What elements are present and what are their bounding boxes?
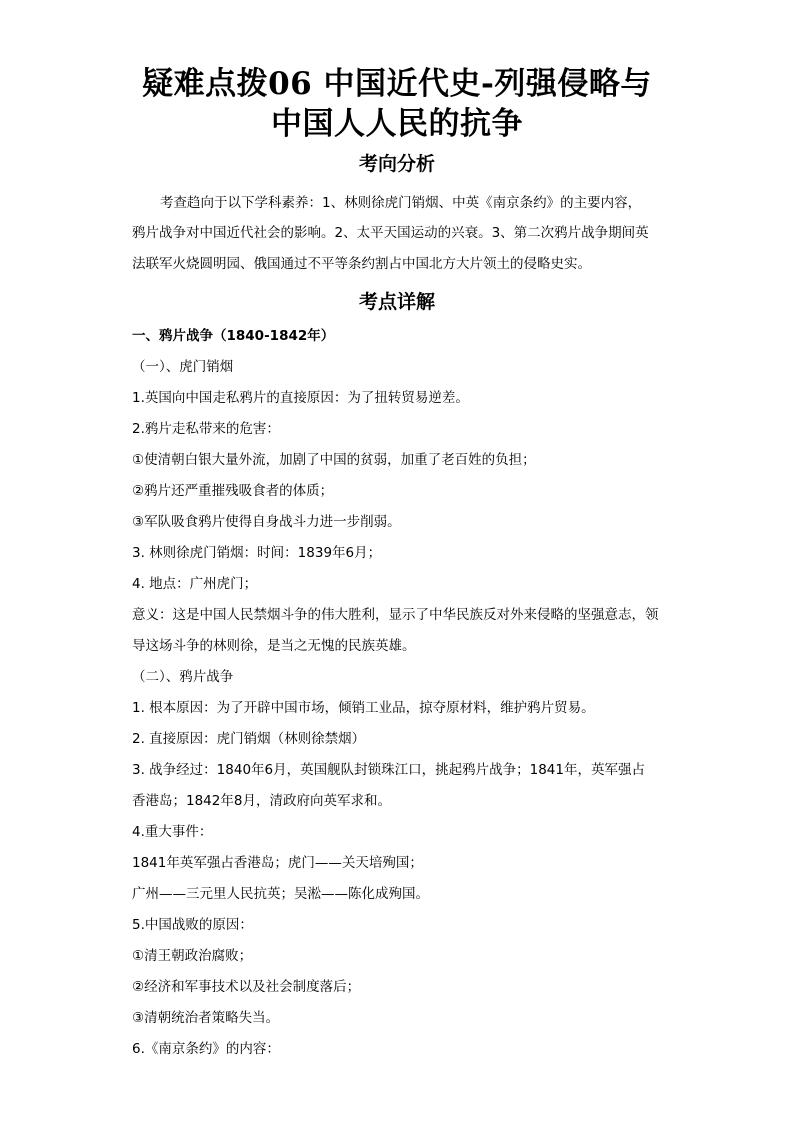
analysis-line-1: 考查趋向于以下学科素养：1、林则徐虎门销烟、中英《南京条约》的主要内容， <box>160 195 642 211</box>
body-line: 2. 直接原因：虎门销烟（林则徐禁烟） <box>132 731 366 747</box>
body-line: 香港岛；1842年8月，清政府向英军求和。 <box>132 793 391 809</box>
body-line: 1.英国向中国走私鸦片的直接原因：为了扭转贸易逆差。 <box>132 390 469 406</box>
document-title-line-1: 疑难点拨06 中国近代史-列强侵略与 <box>142 66 652 102</box>
analysis-line-3: 法联军火烧圆明园、俄国通过不平等条约割占中国北方大片领土的侵略史实。 <box>132 256 591 272</box>
document-title-line-2: 中国人人民的抗争 <box>271 106 523 142</box>
body-line: ③军队吸食鸦片使得自身战斗力进一步削弱。 <box>132 514 401 530</box>
subheading-humen: （一）、虎门销烟 <box>132 359 234 375</box>
body-line: 1841年英军强占香港岛；虎门——关天培殉国； <box>132 855 423 871</box>
body-line: ②鸦片还严重摧残吸食者的体质； <box>132 483 334 499</box>
body-line: 4. 地点：广州虎门； <box>132 576 258 592</box>
body-line: 5.中国战败的原因： <box>132 917 253 933</box>
body-line: ①使清朝白银大量外流，加剧了中国的贫弱，加重了老百姓的负担； <box>132 452 536 468</box>
body-line: 1. 根本原因：为了开辟中国市场，倾销工业品，掠夺原材料，维护鸦片贸易。 <box>132 700 595 716</box>
body-line: 意义：这是中国人民禁烟斗争的伟大胜利，显示了中华民族反对外来侵略的坚强意志，领 <box>132 607 659 623</box>
body-line: 3. 林则徐虎门销烟：时间：1839年6月； <box>132 545 382 561</box>
body-line: 6.《南京条约》的内容： <box>132 1041 280 1057</box>
body-line: ③清朝统治者策略失当。 <box>132 1010 280 1026</box>
analysis-line-2: 鸦片战争对中国近代社会的影响。2、太平天国运动的兴衰。3、第二次鸦片战争期间英 <box>132 225 649 241</box>
body-line: 2.鸦片走私带来的危害： <box>132 421 280 437</box>
body-line: 广州——三元里人民抗英；吴淞——陈化成殉国。 <box>132 886 429 902</box>
body-line: ①清王朝政治腐败； <box>132 948 253 964</box>
body-line: ②经济和军事技术以及社会制度落后； <box>132 979 361 995</box>
section-heading-analysis: 考向分析 <box>358 153 435 175</box>
heading-opium-war: 一、鸦片战争（1840-1842年） <box>132 328 335 344</box>
body-line: 3. 战争经过：1840年6月，英国舰队封锁珠江口，挑起鸦片战争；1841年，英军强占 <box>132 762 645 778</box>
subheading-opium-war: （二）、鸦片战争 <box>132 669 234 685</box>
section-heading-details: 考点详解 <box>358 291 435 313</box>
body-line: 4.重大事件： <box>132 824 213 840</box>
body-line: 导这场斗争的林则徐，是当之无愧的民族英雄。 <box>132 638 416 654</box>
